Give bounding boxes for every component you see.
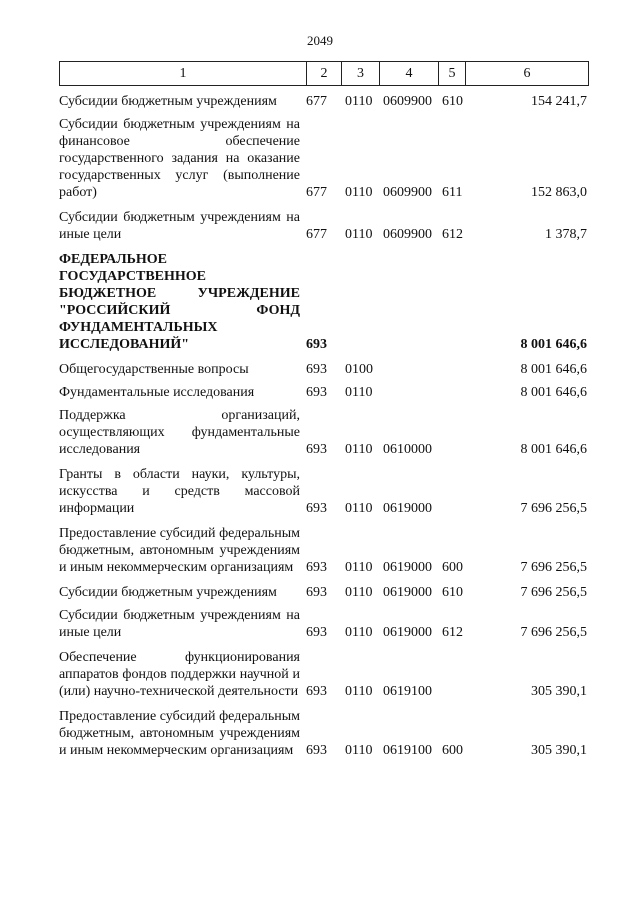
row-ministry: 693 xyxy=(306,337,327,352)
row-ministry: 693 xyxy=(306,585,327,600)
table-row xyxy=(59,361,589,378)
row-section: 0110 xyxy=(345,560,373,575)
table-row xyxy=(59,209,589,243)
row-type: 600 xyxy=(442,743,463,758)
table-row xyxy=(59,251,589,353)
row-ministry: 693 xyxy=(306,442,327,457)
row-ministry: 693 xyxy=(306,743,327,758)
row-amount: 7 696 256,5 xyxy=(520,585,587,600)
header-col-6: 6 xyxy=(523,65,531,81)
table-row xyxy=(59,607,589,641)
row-name: Предоставление субсидий федеральным бюджетным, автономным учреждениям и иным некоммерческим организациям xyxy=(59,709,300,758)
row-target: 0619000 xyxy=(383,625,432,640)
row-name: Поддержка организаций, осуществляющих фундаментальные исследования xyxy=(59,408,300,457)
row-ministry: 693 xyxy=(306,625,327,640)
row-name: Субсидии бюджетным учреждениям xyxy=(59,94,277,109)
row-ministry: 693 xyxy=(306,385,327,400)
row-ministry: 677 xyxy=(306,185,327,200)
row-target: 0609900 xyxy=(383,227,432,242)
table-row xyxy=(59,384,589,401)
row-target: 0619000 xyxy=(383,560,432,575)
row-amount: 152 863,0 xyxy=(531,185,587,200)
table-row xyxy=(59,708,589,759)
row-target: 0619000 xyxy=(383,501,432,516)
row-name: Гранты в области науки, культуры, искусства и средств массовой информации xyxy=(59,467,300,516)
row-type: 610 xyxy=(442,94,463,109)
row-section: 0110 xyxy=(345,442,373,457)
table-row xyxy=(59,407,589,458)
row-amount: 154 241,7 xyxy=(531,94,587,109)
row-ministry: 677 xyxy=(306,227,327,242)
table-row xyxy=(59,116,589,201)
row-amount: 8 001 646,6 xyxy=(520,337,587,352)
row-target: 0619000 xyxy=(383,585,432,600)
row-section: 0110 xyxy=(345,743,373,758)
budget-table-body xyxy=(59,93,589,767)
row-name: Общегосударственные вопросы xyxy=(59,362,249,377)
table-row xyxy=(59,525,589,576)
row-amount: 305 390,1 xyxy=(531,743,587,758)
row-section: 0110 xyxy=(345,625,373,640)
header-col-1: 1 xyxy=(60,62,307,85)
row-section: 0110 xyxy=(345,501,373,516)
row-name: Обеспечение функционирования аппаратов фондов поддержки научной и (или) научно-технической деятельности xyxy=(59,650,300,699)
header-col-3: 3 xyxy=(342,62,380,85)
table-row xyxy=(59,584,589,601)
row-type: 610 xyxy=(442,585,463,600)
row-ministry: 693 xyxy=(306,501,327,516)
table-header xyxy=(59,61,589,86)
row-name: Субсидии бюджетным учреждениям xyxy=(59,585,277,600)
header-col-2: 2 xyxy=(307,62,342,85)
row-name: Субсидии бюджетным учреждениям на иные цели xyxy=(59,210,300,242)
table-row xyxy=(59,466,589,517)
row-type: 611 xyxy=(442,185,463,200)
row-target: 0619100 xyxy=(383,743,432,758)
header-col-5: 5 xyxy=(439,62,466,85)
row-name: ФЕДЕРАЛЬНОЕ ГОСУДАРСТВЕННОЕ БЮДЖЕТНОЕ УЧРЕЖДЕНИЕ "РОССИЙСКИЙ ФОНД ФУНДАМЕНТАЛЬНЫХ ИССЛЕДОВАНИЙ" xyxy=(59,252,300,352)
row-amount: 305 390,1 xyxy=(531,684,587,699)
row-target: 0609900 xyxy=(383,185,432,200)
row-target: 0610000 xyxy=(383,442,432,457)
row-amount: 8 001 646,6 xyxy=(520,362,587,377)
row-target: 0609900 xyxy=(383,94,432,109)
row-ministry: 693 xyxy=(306,560,327,575)
row-target: 0619100 xyxy=(383,684,432,699)
row-section: 0110 xyxy=(345,94,373,109)
page-number: 2049 xyxy=(307,33,333,48)
row-section: 0100 xyxy=(345,362,373,377)
table-row xyxy=(59,93,589,110)
row-amount: 1 378,7 xyxy=(545,227,587,242)
row-amount: 8 001 646,6 xyxy=(520,385,587,400)
header-col-4: 4 xyxy=(380,62,439,85)
row-ministry: 677 xyxy=(306,94,327,109)
row-section: 0110 xyxy=(345,185,373,200)
row-amount: 7 696 256,5 xyxy=(520,560,587,575)
row-section: 0110 xyxy=(345,684,373,699)
row-section: 0110 xyxy=(345,227,373,242)
row-amount: 7 696 256,5 xyxy=(520,625,587,640)
table-row xyxy=(59,649,589,700)
row-type: 600 xyxy=(442,560,463,575)
row-amount: 8 001 646,6 xyxy=(520,442,587,457)
row-type: 612 xyxy=(442,625,463,640)
row-type: 612 xyxy=(442,227,463,242)
row-ministry: 693 xyxy=(306,362,327,377)
row-name: Фундаментальные исследования xyxy=(59,385,255,400)
row-name: Субсидии бюджетным учреждениям на иные цели xyxy=(59,608,300,640)
row-section: 0110 xyxy=(345,585,373,600)
row-amount: 7 696 256,5 xyxy=(520,501,587,516)
row-name: Предоставление субсидий федеральным бюджетным, автономным учреждениям и иным некоммерческим организациям xyxy=(59,526,300,575)
row-ministry: 693 xyxy=(306,684,327,699)
row-name: Субсидии бюджетным учреждениям на финансовое обеспечение государственного задания на оказание государственных услуг (выполнение работ) xyxy=(59,117,300,200)
row-section: 0110 xyxy=(345,385,373,400)
